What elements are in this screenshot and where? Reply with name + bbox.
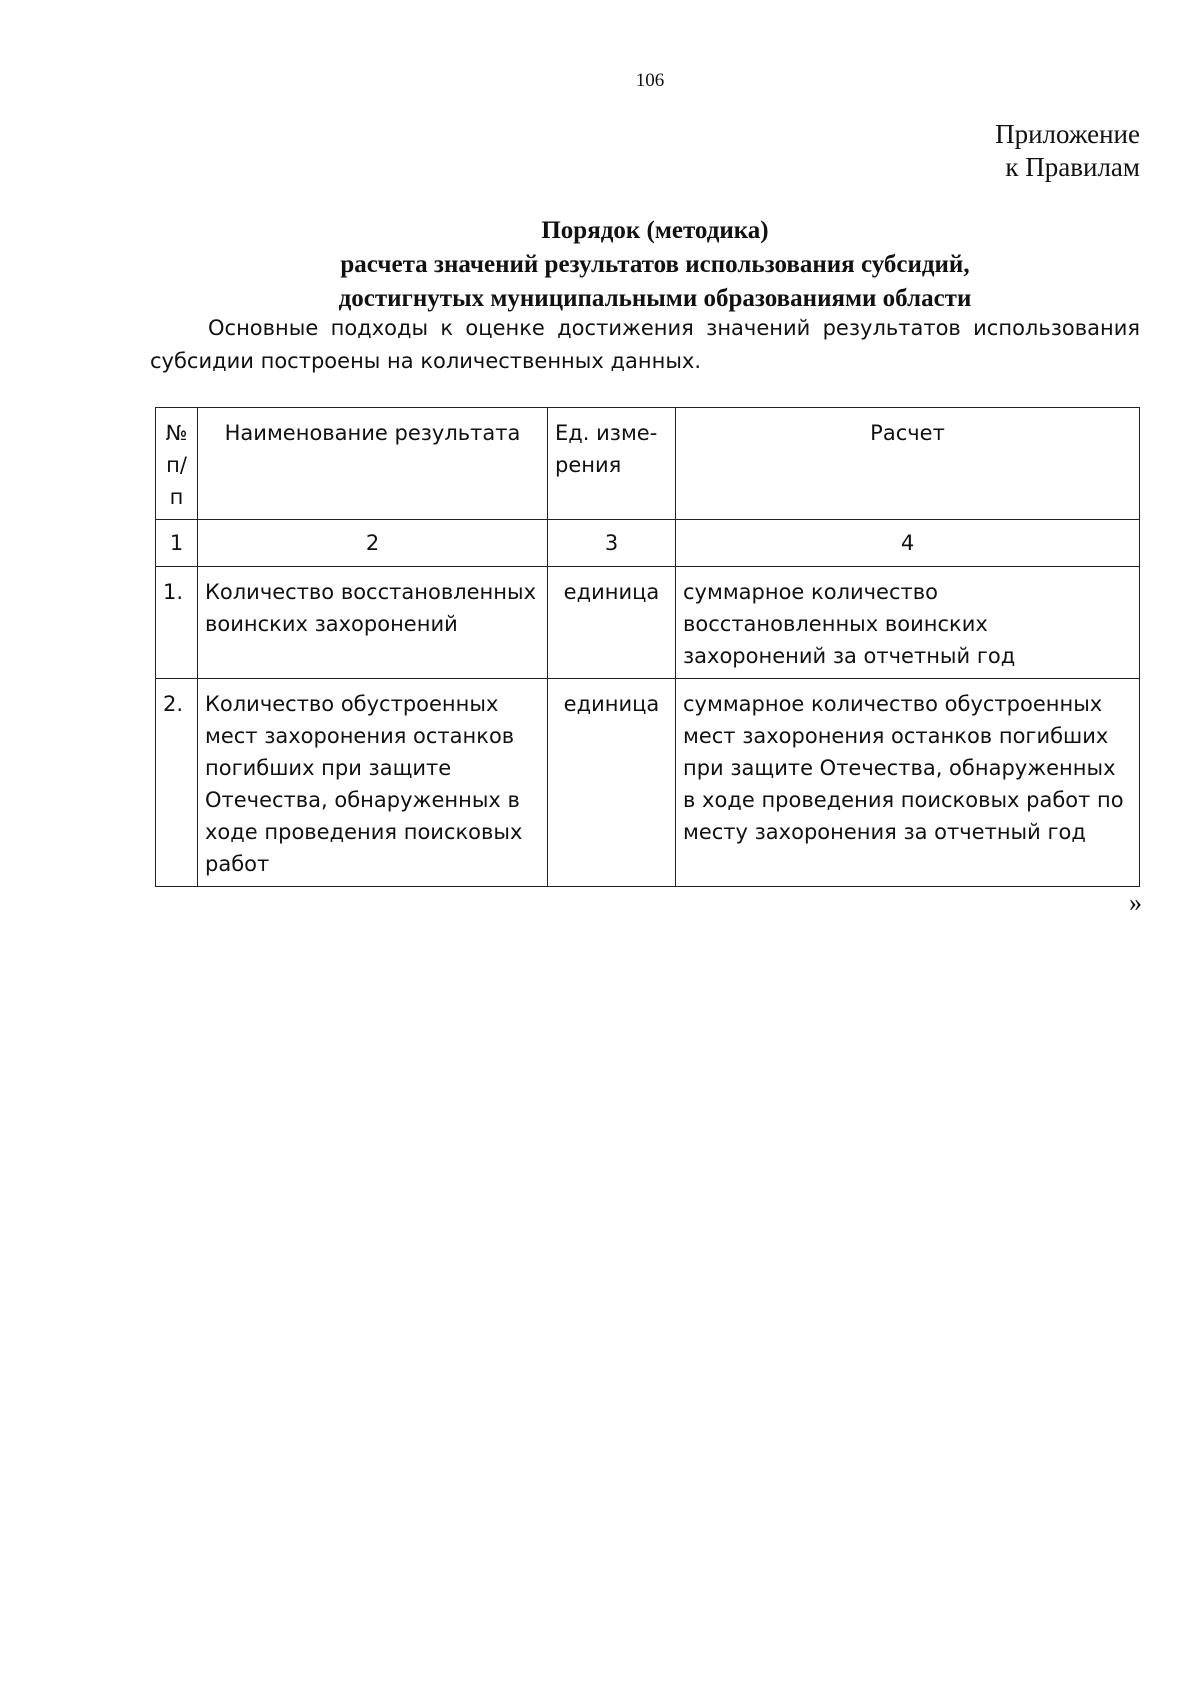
row-num: 2. <box>156 679 198 887</box>
column-number: 2 <box>198 520 548 567</box>
table-header-row <box>156 408 1140 520</box>
header-num <box>156 408 198 520</box>
table-row <box>156 567 1140 679</box>
results-table <box>155 407 1140 887</box>
row-unit: единица <box>548 679 676 887</box>
header-num-line-2: п/п <box>166 453 187 509</box>
header-unit <box>548 408 676 520</box>
title-line-1: Порядок (методика) <box>541 217 769 244</box>
appendix-line-1: Приложение <box>995 119 1140 149</box>
document-title <box>150 214 1160 316</box>
row-name: Количество восстановленных воинских захоронений <box>198 567 548 679</box>
intro-paragraph: Основные подходы к оценке достижения значений результатов использования субсидии построены на количественных данных. <box>150 316 1140 373</box>
header-name: Наименование результата <box>198 408 548 520</box>
table-row <box>156 679 1140 887</box>
appendix-line-2: к Правилам <box>1005 152 1140 182</box>
closing-quote: » <box>1129 888 1142 917</box>
row-calc: суммарное количество обустроенных мест захоронения останков погибших при защите Отечества, обнаруженных в ходе проведения поисковых работ по месту захоронения за отчетный год <box>676 679 1140 887</box>
title-line-2: расчета значений результатов использования субсидий, <box>340 251 970 278</box>
header-calc: Расчет <box>676 408 1140 520</box>
column-number: 1 <box>156 520 198 567</box>
header-unit-line-2: рения <box>555 453 622 477</box>
row-name: Количество обустроенных мест захоронения останков погибших при защите Отечества, обнаруженных в ходе проведения поисковых работ <box>198 679 548 887</box>
column-number: 3 <box>548 520 676 567</box>
header-unit-line-1: Ед. изме- <box>555 421 658 445</box>
column-number: 4 <box>676 520 1140 567</box>
header-num-line-1: № <box>165 421 188 445</box>
appendix-label <box>995 118 1140 184</box>
title-line-3: достигнутых муниципальными образованиями области <box>338 285 972 312</box>
column-number-row <box>156 520 1140 567</box>
page-number: 106 <box>635 70 665 91</box>
row-unit: единица <box>548 567 676 679</box>
row-num: 1. <box>156 567 198 679</box>
row-calc: суммарное количество восстановленных воинских захоронений за отчетный год <box>676 567 1140 679</box>
